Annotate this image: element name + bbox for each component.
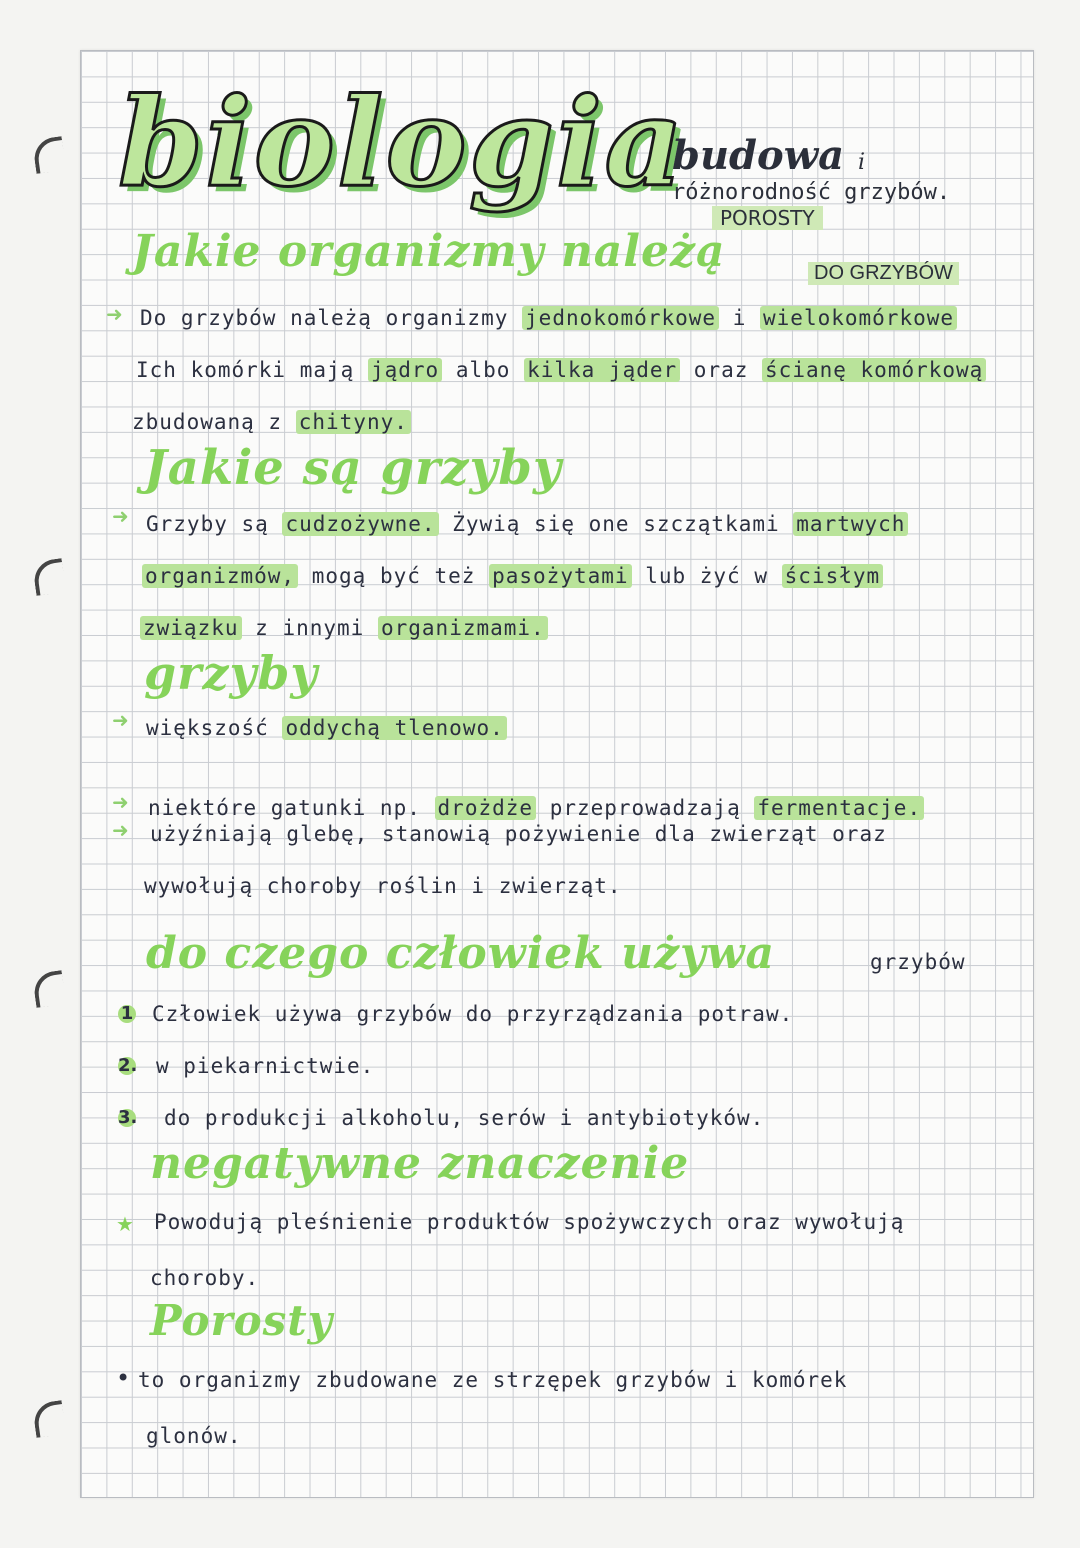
text-line: choroby. xyxy=(150,1266,260,1290)
section-heading-suffix: grzybów xyxy=(870,950,966,974)
text-line: Powodują pleśnienie produktów spożywczych oraz wywołują xyxy=(154,1210,905,1234)
hole-mark xyxy=(32,1400,66,1438)
text-line: organizmów, mogą być też pasożytami lub żyć w ścisłym xyxy=(142,564,883,588)
text-line: większość oddychą tlenowo. xyxy=(146,716,507,740)
subtitle-suffix: i xyxy=(858,150,866,175)
list-number: 1 xyxy=(118,1005,136,1023)
list-number: 2. xyxy=(118,1055,138,1076)
text-line: związku z innymi organizmami. xyxy=(140,616,548,640)
text-line: Grzyby są cudzożywne. Żywią się one szczątkami martwych xyxy=(146,512,908,536)
text-line: Ich komórki mają jądro albo kilka jąder oraz ścianę komórkową xyxy=(136,358,986,382)
text-line: to organizmy zbudowane ze strzępek grzybów i komórek xyxy=(138,1368,848,1392)
subtitle-word: budowa xyxy=(672,132,845,179)
arrow-bullet-icon: ➜ xyxy=(112,790,129,814)
section-heading: Jakie organizmy należą xyxy=(132,226,726,277)
page-title: biologia xyxy=(118,70,686,214)
hole-mark xyxy=(32,558,66,596)
list-item: do produkcji alkoholu, serów i antybiotyków. xyxy=(164,1106,765,1130)
hole-mark xyxy=(32,970,66,1008)
section-heading: Porosty xyxy=(150,1296,334,1345)
text-line: użyźniają glebę, stanowią pożywienie dla zwierząt oraz xyxy=(150,822,887,846)
subtitle-tag: POROSTY xyxy=(712,206,823,230)
section-heading-suffix: DO GRZYBÓW xyxy=(808,262,959,285)
binder-holes xyxy=(0,0,70,1548)
section-heading: grzyby xyxy=(144,646,319,700)
dot-bullet-icon: • xyxy=(116,1364,131,1392)
text-line: glonów. xyxy=(146,1424,242,1448)
text-line: zbudowaną z chityny. xyxy=(132,410,411,434)
section-heading: do czego człowiek używa xyxy=(146,928,776,979)
section-heading: negatywne znaczenie xyxy=(150,1138,690,1189)
arrow-bullet-icon: ➜ xyxy=(112,818,129,842)
hole-mark xyxy=(32,136,66,174)
list-item: Człowiek używa grzybów do przyrządzania potraw. xyxy=(152,1002,794,1026)
list-item: w piekarnictwie. xyxy=(156,1054,375,1078)
text-line: Do grzybów należą organizmy jednokomórkowe i wielokomórkowe xyxy=(140,306,957,330)
text-line: niektóre gatunki np. drożdże przeprowadzają fermentacje. xyxy=(148,796,924,820)
arrow-bullet-icon: ➜ xyxy=(112,504,129,528)
subtitle-line2: różnorodność grzybów. xyxy=(672,180,951,205)
arrow-bullet-icon: ➜ xyxy=(106,302,123,326)
list-number: 3. xyxy=(118,1107,138,1128)
section-heading: Jakie są grzyby xyxy=(144,440,562,496)
subtitle-line1 xyxy=(672,132,865,179)
text-line: wywołują choroby roślin i zwierząt. xyxy=(144,874,622,898)
arrow-bullet-icon: ➜ xyxy=(112,708,129,732)
star-bullet-icon: ★ xyxy=(116,1212,134,1236)
